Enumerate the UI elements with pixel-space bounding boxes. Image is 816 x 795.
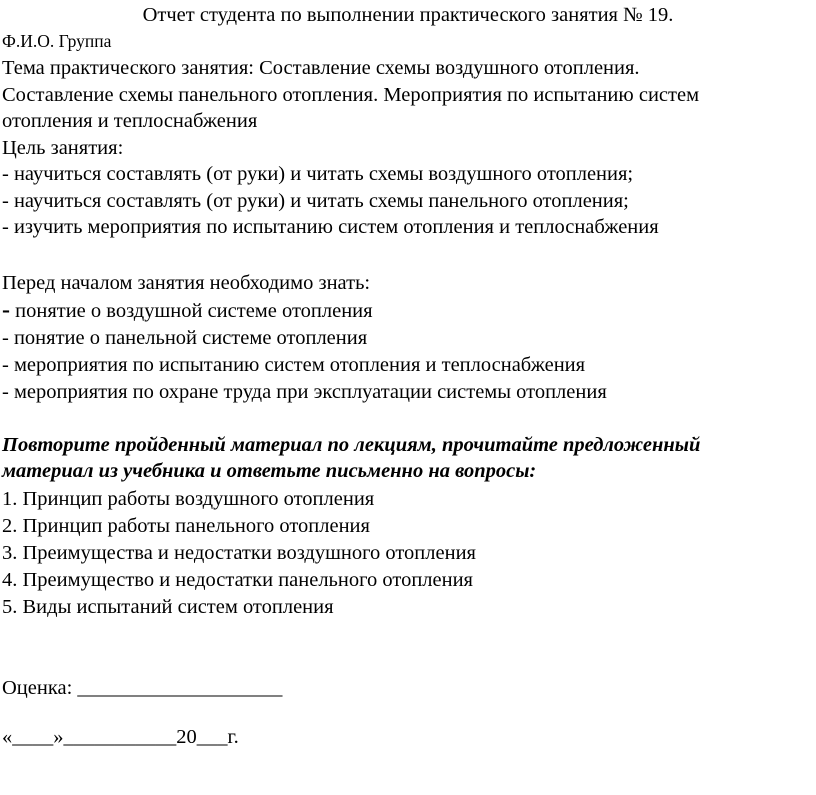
- prereq-item: - мероприятия по испытанию систем отопления и теплоснабжения: [2, 354, 586, 376]
- goal-item: - изучить мероприятия по испытанию систем отопления и теплоснабжения: [2, 216, 659, 238]
- date-line: «____»___________20___г.: [2, 726, 239, 748]
- question-item: 5. Виды испытаний систем отопления: [2, 596, 334, 618]
- prereq-item-text: понятие о воздушной системе отопления: [10, 300, 373, 322]
- question-item: 2. Принцип работы панельного отопления: [2, 515, 370, 537]
- prereq-heading: Перед началом занятия необходимо знать:: [2, 272, 371, 294]
- topic-line-2: Составление схемы панельного отопления. Мероприятия по испытанию систем: [2, 84, 700, 106]
- question-item: 3. Преимущества и недостатки воздушного отопления: [2, 542, 476, 564]
- prereq-item: - понятие о панельной системе отопления: [2, 327, 368, 349]
- prereq-item: [2, 297, 373, 324]
- instruction-line-1: Повторите пройденный материал по лекциям, прочитайте предложенный: [2, 434, 701, 456]
- grade-line: Оценка: ____________________: [2, 677, 283, 699]
- prereq-dash: -: [2, 297, 10, 323]
- question-item: 4. Преимущество и недостатки панельного отопления: [2, 569, 473, 591]
- question-item: 1. Принцип работы воздушного отопления: [2, 488, 375, 510]
- instruction-line-2: материал из учебника и ответьте письменно на вопросы:: [2, 460, 537, 482]
- goal-heading: Цель занятия:: [2, 137, 124, 159]
- goal-item: - научиться составлять (от руки) и читать схемы воздушного отопления;: [2, 163, 634, 185]
- report-title: Отчет студента по выполнении практического занятия № 19.: [142, 4, 674, 26]
- goal-item: - научиться составлять (от руки) и читать схемы панельного отопления;: [2, 190, 629, 212]
- fio-group-label: Ф.И.О. Группа: [2, 31, 112, 51]
- topic-line-1: Тема практического занятия: Составление схемы воздушного отопления.: [2, 57, 640, 79]
- topic-line-3: отопления и теплоснабжения: [2, 110, 258, 132]
- prereq-item: - мероприятия по охране труда при эксплуатации системы отопления: [2, 381, 607, 403]
